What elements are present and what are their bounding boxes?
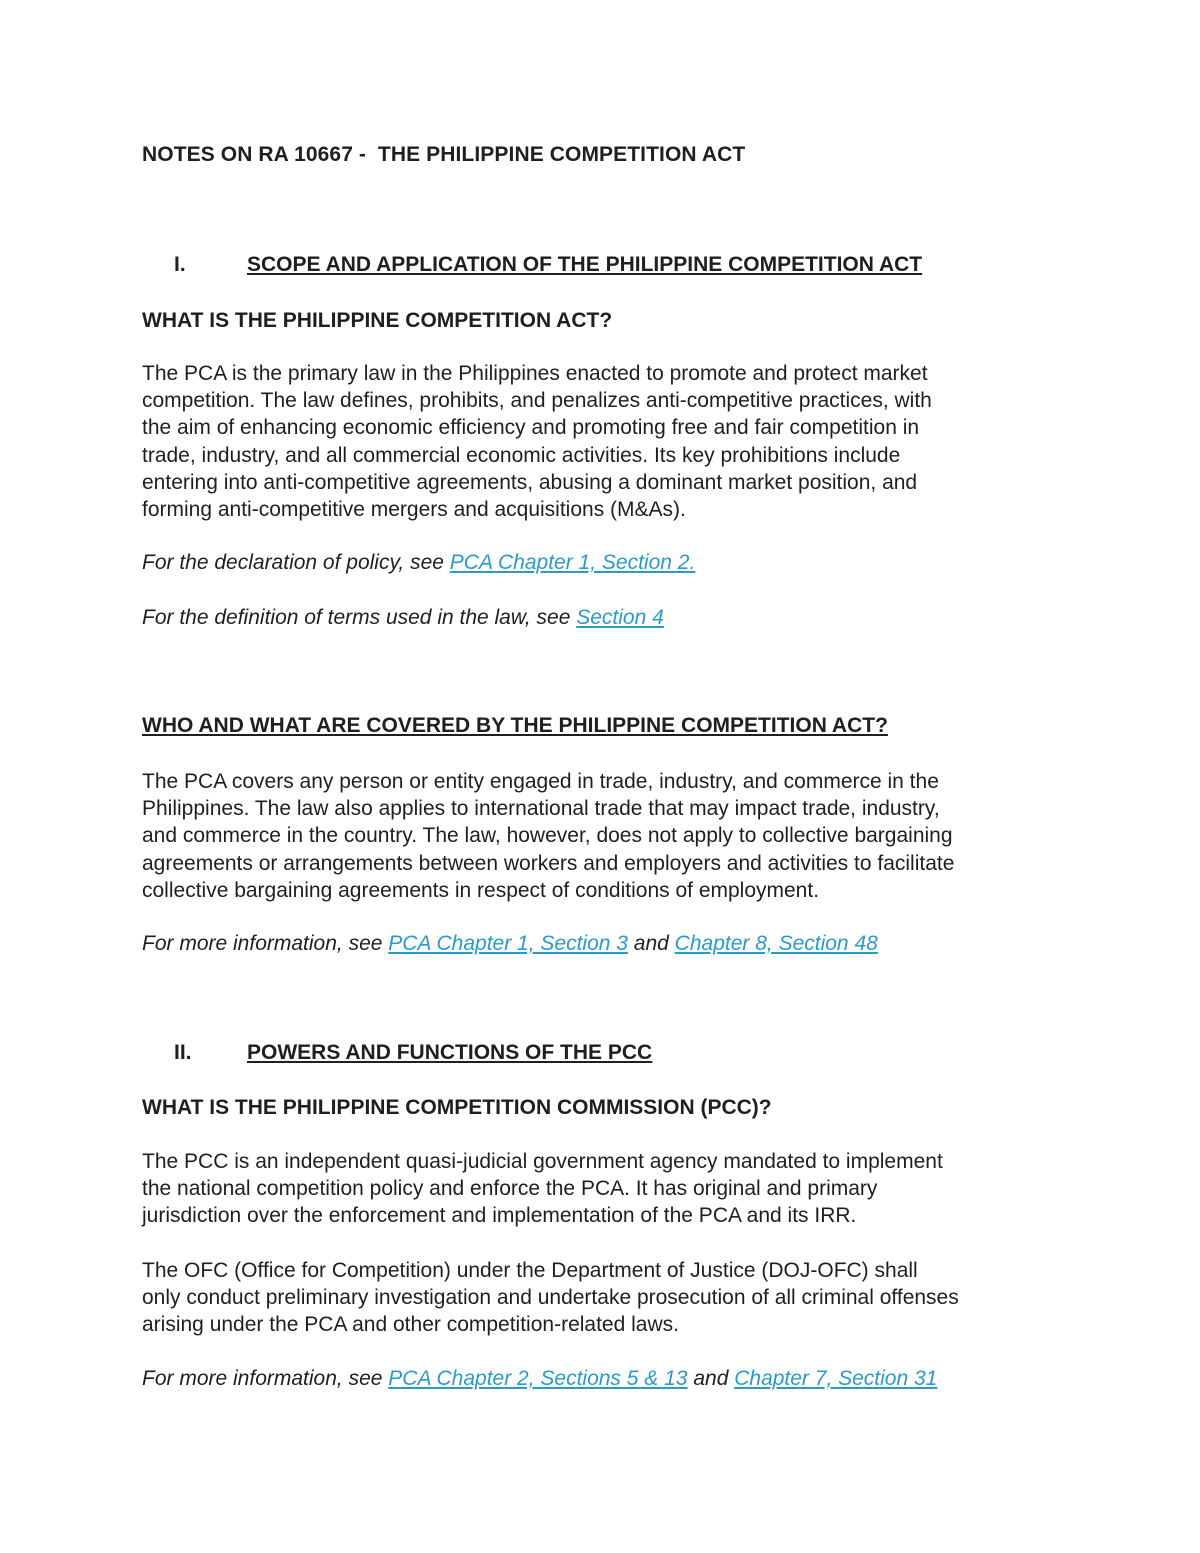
reference-line bbox=[142, 1367, 937, 1391]
link-chapter-8-section-48[interactable]: Chapter 8, Section 48 bbox=[674, 932, 878, 955]
link-pca-chapter-1-section-2[interactable]: PCA Chapter 1, Section 2. bbox=[449, 551, 696, 574]
paragraph bbox=[142, 1148, 1082, 1230]
paragraph-line: arising under the PCA and other competition-related laws. bbox=[142, 1313, 679, 1337]
paragraph-line: jurisdiction over the enforcement and implementation of the PCA and its IRR. bbox=[142, 1204, 857, 1228]
question-heading: WHO AND WHAT ARE COVERED BY THE PHILIPPINE COMPETITION ACT? bbox=[142, 714, 888, 737]
reference-prefix: For more information, see bbox=[142, 932, 389, 955]
paragraph-line: The PCA is the primary law in the Philippines enacted to promote and protect market bbox=[142, 362, 928, 385]
paragraph-line: trade, industry, and all commercial economic activities. Its key prohibitions include bbox=[142, 443, 901, 467]
paragraph bbox=[142, 1257, 1082, 1339]
section-heading-2 bbox=[142, 1041, 652, 1065]
paragraph-line: The PCC is an independent quasi-judicial government agency mandated to implement bbox=[142, 1150, 943, 1173]
document-title: NOTES ON RA 10667 - THE PHILIPPINE COMPETITION ACT bbox=[142, 143, 746, 166]
paragraph-line: the national competition policy and enforce the PCA. It has original and primary bbox=[142, 1177, 878, 1201]
paragraph-line: entering into anti-competitive agreements, abusing a dominant market position, and bbox=[142, 470, 918, 494]
paragraph-line: agreements or arrangements between workers and employers and activities to facilitate bbox=[142, 851, 955, 875]
section-heading-1 bbox=[142, 253, 922, 277]
link-section-4[interactable]: Section 4 bbox=[576, 606, 664, 629]
section-number: I. bbox=[174, 253, 186, 276]
link-pca-chapter-1-section-3[interactable]: PCA Chapter 1, Section 3 bbox=[388, 932, 628, 955]
paragraph-line: The PCA covers any person or entity engaged in trade, industry, and commerce in the bbox=[142, 770, 939, 793]
paragraph-line: collective bargaining agreements in respect of conditions of employment. bbox=[142, 878, 820, 902]
link-chapter-7-section-31[interactable]: Chapter 7, Section 31 bbox=[734, 1367, 938, 1390]
reference-prefix: For the definition of terms used in the law, see bbox=[142, 606, 577, 629]
reference-conjunction: and bbox=[687, 1367, 735, 1390]
paragraph-line: only conduct preliminary investigation and undertake prosecution of all criminal offenses bbox=[142, 1286, 959, 1310]
reference-prefix: For the declaration of policy, see bbox=[142, 551, 450, 574]
section-title: SCOPE AND APPLICATION OF THE PHILIPPINE COMPETITION ACT bbox=[247, 253, 923, 276]
question-heading: WHAT IS THE PHILIPPINE COMPETITION ACT? bbox=[142, 309, 613, 332]
paragraph bbox=[142, 768, 1082, 904]
paragraph-line: Philippines. The law also applies to international trade that may impact trade, industry, bbox=[142, 797, 940, 821]
reference-prefix: For more information, see bbox=[142, 1367, 389, 1390]
section-number: II. bbox=[174, 1041, 192, 1064]
reference-line bbox=[142, 932, 878, 956]
paragraph bbox=[142, 360, 1082, 523]
paragraph-line: forming anti-competitive mergers and acquisitions (M&As). bbox=[142, 498, 686, 522]
reference-line bbox=[142, 606, 664, 630]
section-title: POWERS AND FUNCTIONS OF THE PCC bbox=[247, 1041, 653, 1064]
question-heading: WHAT IS THE PHILIPPINE COMPETITION COMMISSION (PCC)? bbox=[142, 1096, 772, 1119]
reference-line bbox=[142, 551, 695, 575]
paragraph-line: competition. The law defines, prohibits, and penalizes anti-competitive practices, with bbox=[142, 389, 932, 413]
reference-conjunction: and bbox=[627, 932, 675, 955]
paragraph-line: the aim of enhancing economic efficiency and promoting free and fair competition in bbox=[142, 416, 920, 440]
link-pca-chapter-2-sections-5-13[interactable]: PCA Chapter 2, Sections 5 & 13 bbox=[388, 1367, 688, 1390]
paragraph-line: and commerce in the country. The law, however, does not apply to collective bargaining bbox=[142, 824, 953, 848]
paragraph-line: The OFC (Office for Competition) under the Department of Justice (DOJ-OFC) shall bbox=[142, 1259, 918, 1282]
